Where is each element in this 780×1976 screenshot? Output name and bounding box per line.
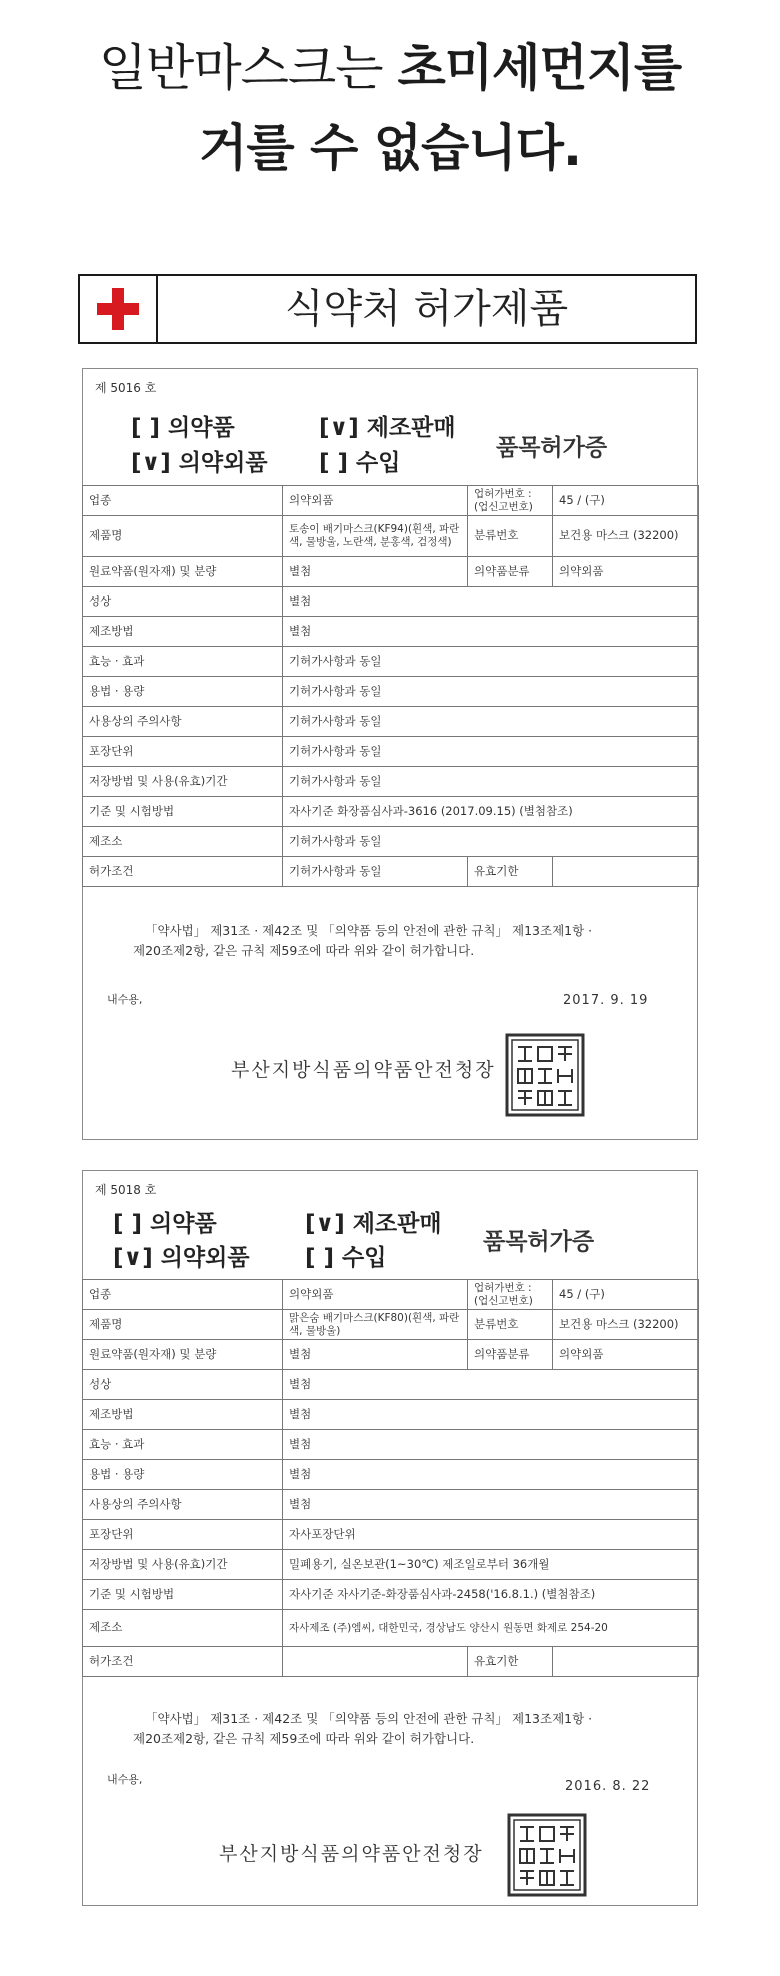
license-document-1 (82, 368, 698, 1140)
doc-title: 품목허가증 (496, 435, 608, 461)
row-value: 맑은숨 배기마스크(KF80)(흰색, 파란색, 물방울) (283, 1310, 468, 1340)
check-quasi-drug: [∨] 의약외품 (113, 1245, 250, 1271)
row-value: 자사포장단위 (283, 1520, 699, 1550)
row-value: 별첨 (283, 1460, 699, 1490)
row-value: 별첨 (283, 1370, 699, 1400)
row-label: 성상 (83, 587, 283, 617)
table-row (83, 677, 699, 707)
license-table (82, 485, 699, 887)
row-value: 의약외품 (283, 486, 468, 516)
row-label: 제품명 (83, 1310, 283, 1340)
table-row (83, 557, 699, 587)
row-value: 기허가사항과 동일 (283, 707, 699, 737)
row-value: 밀폐용기, 실온보관(1~30℃) 제조일로부터 36개월 (283, 1550, 699, 1580)
doc-title: 품목허가증 (483, 1229, 595, 1255)
table-row (83, 516, 699, 557)
table-row (83, 1460, 699, 1490)
check-import: [ ] 수입 (305, 1245, 387, 1271)
headline-line-2 (0, 108, 780, 180)
row-label: 제조방법 (83, 617, 283, 647)
table-row (83, 1400, 699, 1430)
row-label: 허가조건 (83, 1647, 283, 1677)
table-row (83, 707, 699, 737)
check-drug: [ ] 의약품 (113, 1211, 217, 1237)
issuing-agency: 부산지방식품의약품안전청장 (219, 1843, 484, 1865)
table-row (83, 1370, 699, 1400)
row-label-2: 업허가번호 : (업신고번호) (468, 1280, 553, 1310)
row-label: 기준 및 시험방법 (83, 797, 283, 827)
declaration-line-2: 제20조제2항, 같은 규칙 제59조에 따라 위와 같이 허가합니다. (133, 943, 475, 958)
table-row (83, 1610, 699, 1647)
row-label: 원료약품(원자재) 및 분량 (83, 557, 283, 587)
row-label: 포장단위 (83, 737, 283, 767)
headline-bold: 초미세먼지를 (397, 39, 682, 97)
row-value: 자사기준 자사기준-화장품심사과-2458('16.8.1.) (별첨참조) (283, 1580, 699, 1610)
row-label-2: 의약품분류 (468, 557, 553, 587)
row-label: 업종 (83, 1280, 283, 1310)
row-value (283, 1647, 468, 1677)
approval-banner (78, 274, 697, 344)
row-label: 사용상의 주의사항 (83, 1490, 283, 1520)
row-label: 용법 · 용량 (83, 1460, 283, 1490)
row-value: 기허가사항과 동일 (283, 767, 699, 797)
check-manufacture: [∨] 제조판매 (319, 415, 456, 441)
table-row (83, 797, 699, 827)
table-row (83, 617, 699, 647)
row-value: 기허가사항과 동일 (283, 857, 468, 887)
red-cross-icon (80, 276, 158, 342)
row-label: 제품명 (83, 516, 283, 557)
row-value: 기허가사항과 동일 (283, 737, 699, 767)
row-label: 성상 (83, 1370, 283, 1400)
row-label: 허가조건 (83, 857, 283, 887)
declaration-line-2: 제20조제2항, 같은 규칙 제59조에 따라 위와 같이 허가합니다. (133, 1731, 475, 1746)
check-quasi-drug: [∨] 의약외품 (131, 450, 268, 476)
table-row (83, 647, 699, 677)
row-label: 포장단위 (83, 1520, 283, 1550)
table-row (83, 1310, 699, 1340)
row-value: 토송이 배기마스크(KF94)(흰색, 파란색, 물방울, 노란색, 분홍색, 검정색) (283, 516, 468, 557)
row-label: 기준 및 시험방법 (83, 1580, 283, 1610)
row-value-2: 의약외품 (553, 1340, 699, 1370)
table-row (83, 587, 699, 617)
table-row (83, 827, 699, 857)
table-row (83, 737, 699, 767)
row-value: 기허가사항과 동일 (283, 677, 699, 707)
row-label-2: 업허가번호 : (업신고번호) (468, 486, 553, 516)
row-value: 별첨 (283, 617, 699, 647)
row-value: 자사제조 (주)엠씨, 대한민국, 경상남도 양산시 원동면 화제로 254-20 (283, 1610, 699, 1647)
table-row (83, 1340, 699, 1370)
row-label-2: 의약품분류 (468, 1340, 553, 1370)
row-label: 효능 · 효과 (83, 1430, 283, 1460)
row-label: 효능 · 효과 (83, 647, 283, 677)
table-row (83, 1490, 699, 1520)
row-value-2 (553, 1647, 699, 1677)
banner-label: 식약처 허가제품 (284, 286, 569, 332)
table-row (83, 857, 699, 887)
table-row (83, 1580, 699, 1610)
official-seal-icon (505, 1033, 585, 1117)
row-label: 사용상의 주의사항 (83, 707, 283, 737)
row-value-2 (553, 857, 699, 887)
row-value: 별첨 (283, 587, 699, 617)
table-row (83, 1430, 699, 1460)
row-label: 제조소 (83, 1610, 283, 1647)
row-value-2: 의약외품 (553, 557, 699, 587)
table-row (83, 1647, 699, 1677)
doc-number: 제 5018 호 (95, 1183, 157, 1197)
row-label: 저장방법 및 사용(유효)기간 (83, 767, 283, 797)
official-seal-icon (507, 1813, 587, 1897)
issue-date: 2016. 8. 22 (565, 1779, 651, 1794)
row-value: 별첨 (283, 557, 468, 587)
row-value: 의약외품 (283, 1280, 468, 1310)
row-value-2: 45 / (구) (553, 486, 699, 516)
row-label: 용법 · 용량 (83, 677, 283, 707)
row-value: 별첨 (283, 1340, 468, 1370)
row-value: 기허가사항과 동일 (283, 647, 699, 677)
row-label: 제조방법 (83, 1400, 283, 1430)
recipient: 내수용, (107, 993, 143, 1006)
row-value: 자사기준 화장품심사과-3616 (2017.09.15) (별첨참조) (283, 797, 699, 827)
doc-number: 제 5016 호 (95, 381, 157, 395)
row-label: 제조소 (83, 827, 283, 857)
table-row (83, 1280, 699, 1310)
row-value: 별첨 (283, 1400, 699, 1430)
headline-regular: 일반마스크는 (98, 39, 398, 97)
license-document-2 (82, 1170, 698, 1906)
row-label-2: 유효기한 (468, 857, 553, 887)
recipient: 내수용, (107, 1773, 143, 1786)
row-label: 업종 (83, 486, 283, 516)
headline-line-1 (0, 28, 780, 100)
check-manufacture: [∨] 제조판매 (305, 1211, 442, 1237)
row-value-2: 45 / (구) (553, 1280, 699, 1310)
row-value: 별첨 (283, 1430, 699, 1460)
issue-date: 2017. 9. 19 (563, 993, 649, 1008)
row-value: 기허가사항과 동일 (283, 827, 699, 857)
declaration-line-1: 「약사법」 제31조 · 제42조 및 「의약품 등의 안전에 관한 규칙」 제13조제1항 · (145, 1711, 593, 1726)
check-import: [ ] 수입 (319, 450, 401, 476)
row-label-2: 분류번호 (468, 1310, 553, 1340)
table-row (83, 767, 699, 797)
row-value-2: 보건용 마스크 (32200) (553, 516, 699, 557)
row-value-2: 보건용 마스크 (32200) (553, 1310, 699, 1340)
table-row (83, 486, 699, 516)
declaration-line-1: 「약사법」 제31조 · 제42조 및 「의약품 등의 안전에 관한 규칙」 제13조제1항 · (145, 923, 593, 938)
row-label: 저장방법 및 사용(유효)기간 (83, 1550, 283, 1580)
row-value: 별첨 (283, 1490, 699, 1520)
license-table (82, 1279, 699, 1677)
headline-bold-2: 거를 수 없습니다. (199, 119, 581, 177)
row-label: 원료약품(원자재) 및 분량 (83, 1340, 283, 1370)
row-label-2: 유효기한 (468, 1647, 553, 1677)
issuing-agency: 부산지방식품의약품안전청장 (231, 1059, 496, 1081)
table-row (83, 1550, 699, 1580)
row-label-2: 분류번호 (468, 516, 553, 557)
check-drug: [ ] 의약품 (131, 415, 235, 441)
table-row (83, 1520, 699, 1550)
